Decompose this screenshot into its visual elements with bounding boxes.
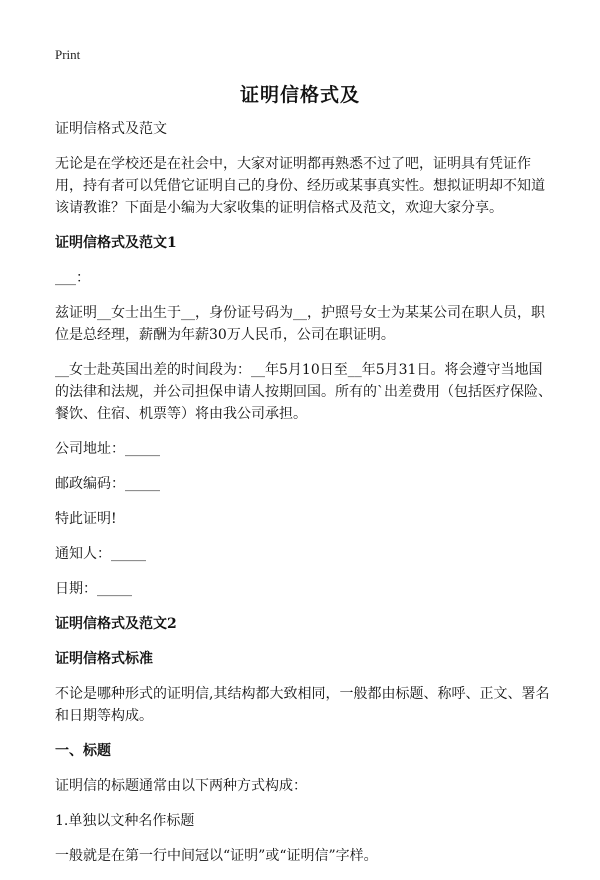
print-link[interactable]: Print: [55, 47, 81, 62]
sub-heading-title: 一、标题: [55, 743, 111, 759]
list-item-1: 1.单独以文种名作标题: [55, 813, 195, 829]
paragraph-structure: 不论是哪种形式的证明信,其结构都大致相同，一般都由标题、称呼、正文、署名和日期等构成。: [55, 686, 550, 724]
paragraph-title-methods: 证明信的标题通常由以下两种方式构成：: [55, 778, 307, 794]
section-heading-2: 证明信格式及范文2: [55, 616, 177, 632]
page-title: 证明信格式及: [239, 84, 360, 106]
postal-code-line: 邮政编码：_____: [55, 476, 160, 492]
section-heading-1: 证明信格式及范文1: [55, 235, 177, 251]
document-subtitle: 证明信格式及范文: [55, 121, 167, 137]
salutation: ___：: [55, 270, 90, 286]
notifier-line: 通知人：_____: [55, 546, 146, 562]
paragraph-travel: __女士赴英国出差的时间段为：__年5月10日至__年5月31日。将会遵守当地国的法律和法规，并公司担保申请人按期回国。所有的`出差费用（包括医疗保险、餐饮、住宿、机票等）将由我公司承担。: [55, 362, 552, 422]
standard-heading: 证明信格式标准: [55, 651, 153, 667]
intro-paragraph: 无论是在学校还是在社会中，大家对证明都再熟悉不过了吧，证明具有凭证作用，持有者可以凭借它证明自己的身份、经历或某事真实性。想拟证明却不知道该请教谁？下面是小编为大家收集的证明信格式及范文，欢迎大家分享。: [55, 156, 545, 216]
paragraph-employment: 兹证明__女士出生于__，身份证号码为__，护照号女士为某某公司在职人员，职位是总经理，薪酬为年薪30万人民币，公司在职证明。: [55, 305, 545, 343]
date-line: 日期：_____: [55, 581, 132, 597]
paragraph-title-example: 一般就是在第一行中间冠以“证明”或“证明信”字样。: [55, 848, 378, 864]
company-address-line: 公司地址：_____: [55, 441, 160, 457]
hereby-certify-line: 特此证明!: [55, 511, 117, 527]
document-body: [55, 118, 555, 880]
